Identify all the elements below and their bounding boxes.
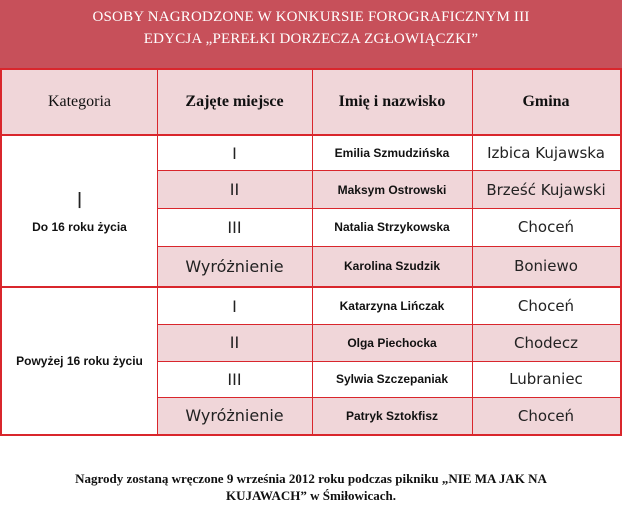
- category-label: Powyżej 16 roku życiu: [16, 354, 143, 368]
- name-cell: Maksym Ostrowski: [312, 171, 472, 208]
- gmina-cell: Choceń: [517, 297, 575, 315]
- footer-note: [30, 470, 592, 504]
- row-divider: [157, 208, 620, 209]
- name-cell: Sylwia Szczepaniak: [335, 372, 449, 386]
- category-cell: [2, 136, 157, 286]
- row-divider: [157, 397, 620, 398]
- footer-line-2: KUJAWACH” w Śmiłowicach.: [225, 488, 397, 503]
- place-cell: III: [227, 217, 242, 237]
- header-kategoria: Kategoria: [47, 93, 112, 110]
- category-marker: |: [76, 188, 83, 208]
- name-cell: Emilia Szmudzińska: [334, 146, 450, 160]
- gmina-cell: Choceń: [472, 397, 620, 434]
- name-cell: Karolina Szudzik: [312, 246, 472, 286]
- place-cell: II: [157, 171, 312, 208]
- title-banner: [0, 0, 622, 68]
- name-cell: Katarzyna Lińczak: [339, 299, 445, 313]
- header-gmina: Gmina: [522, 93, 570, 110]
- gmina-cell: Chodecz: [472, 324, 620, 361]
- column-divider: [157, 136, 158, 434]
- header-miejsce: Zajęte miejsce: [185, 93, 284, 110]
- row-divider: [157, 246, 620, 247]
- row-divider: [157, 361, 620, 362]
- place-cell: III: [227, 369, 242, 389]
- gmina-cell: Choceń: [517, 218, 575, 236]
- gmina-cell: Izbica Kujawska: [487, 144, 605, 162]
- place-cell: I: [232, 143, 237, 163]
- title-line-1: OSOBY NAGRODZONE W KONKURSIE FOROGRAFICZNYM III: [92, 9, 530, 25]
- category-label: Do 16 roku życia: [32, 219, 127, 234]
- header-imie: Imię i nazwisko: [338, 93, 446, 110]
- title-line-2: EDYCJA „PEREŁKI DORZECZA ZGŁOWIĄCZKI”: [143, 31, 479, 47]
- results-table: [0, 68, 622, 436]
- row-divider: [157, 324, 620, 325]
- row-divider: [157, 170, 620, 171]
- place-cell: II: [157, 324, 312, 361]
- gmina-cell: Lubraniec: [509, 370, 583, 388]
- gmina-cell: Boniewo: [472, 246, 620, 286]
- divider: [472, 70, 473, 134]
- place-cell: Wyróżnienie: [157, 246, 312, 286]
- place-cell: I: [232, 296, 237, 316]
- name-cell: Natalia Strzykowska: [334, 220, 450, 234]
- place-cell: Wyróżnienie: [157, 397, 312, 434]
- divider: [157, 70, 158, 134]
- name-cell: Olga Piechocka: [312, 324, 472, 361]
- name-cell: Patryk Sztokfisz: [312, 397, 472, 434]
- column-divider: [312, 136, 313, 434]
- column-divider: [472, 136, 473, 434]
- category-cell: [2, 288, 157, 434]
- gmina-cell: Brześć Kujawski: [472, 171, 620, 208]
- divider: [312, 70, 313, 134]
- footer-line-1: Nagrody zostaną wręczone 9 września 2012 roku podczas pikniku „NIE MA JAK NA: [75, 471, 547, 486]
